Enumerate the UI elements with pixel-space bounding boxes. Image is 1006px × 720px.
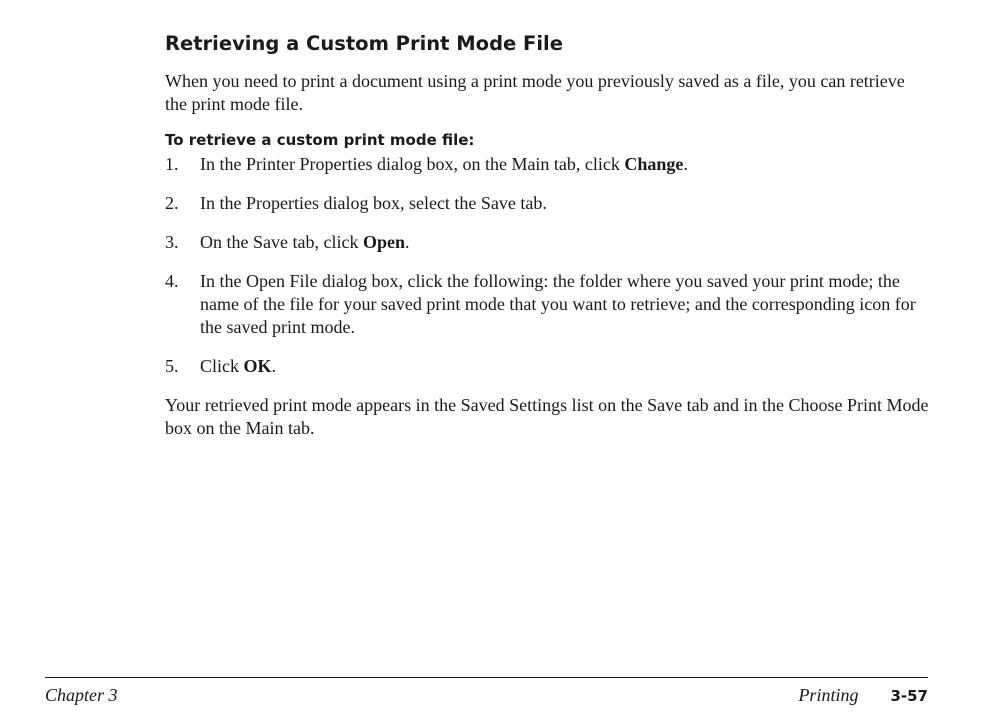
step-item xyxy=(165,355,930,378)
step-item xyxy=(165,192,930,215)
step-text-end: . xyxy=(683,154,688,174)
step-bold-text: OK xyxy=(243,356,272,376)
page-content xyxy=(165,32,930,440)
step-text: In the Open File dialog box, click the following: the folder where you saved your print mode; the name of the file for your saved print mode that you want to retrieve; and the corresponding icon for the saved print mode. xyxy=(200,271,916,337)
footer-section-name: Printing xyxy=(798,685,859,705)
step-text: Click xyxy=(200,356,244,376)
footer-chapter: Chapter 3 xyxy=(45,685,118,705)
step-number: 1. xyxy=(165,154,179,174)
page-footer xyxy=(45,677,928,718)
result-paragraph: Your retrieved print mode appears in the Saved Settings list on the Save tab and in the Choose Print Mode box on the Main tab. xyxy=(165,395,929,438)
step-text-end: . xyxy=(271,356,277,376)
page-number: 3-57 xyxy=(890,687,928,705)
step-number: 2. xyxy=(165,193,179,213)
step-number: 4. xyxy=(165,271,179,291)
step-item xyxy=(165,231,930,254)
procedure-heading: To retrieve a custom print mode file: xyxy=(165,131,475,149)
step-item xyxy=(165,153,930,176)
step-number: 5. xyxy=(165,356,179,376)
step-text: In the Printer Properties dialog box, on the Main tab, click xyxy=(200,154,625,174)
step-text: In the Properties dialog box, select the Save tab. xyxy=(200,193,547,213)
step-item xyxy=(165,270,930,339)
step-number: 3. xyxy=(165,232,179,252)
step-bold-text: Change xyxy=(624,154,684,174)
step-bold-text: Open xyxy=(362,232,405,252)
section-title: Retrieving a Custom Print Mode File xyxy=(165,32,563,55)
step-text: On the Save tab, click xyxy=(200,232,363,252)
steps-list xyxy=(165,153,930,378)
intro-paragraph: When you need to print a document using a print mode you previously saved as a file, you can retrieve the print mode file. xyxy=(165,71,905,114)
step-text-end: . xyxy=(404,232,410,252)
footer-right xyxy=(798,685,928,706)
